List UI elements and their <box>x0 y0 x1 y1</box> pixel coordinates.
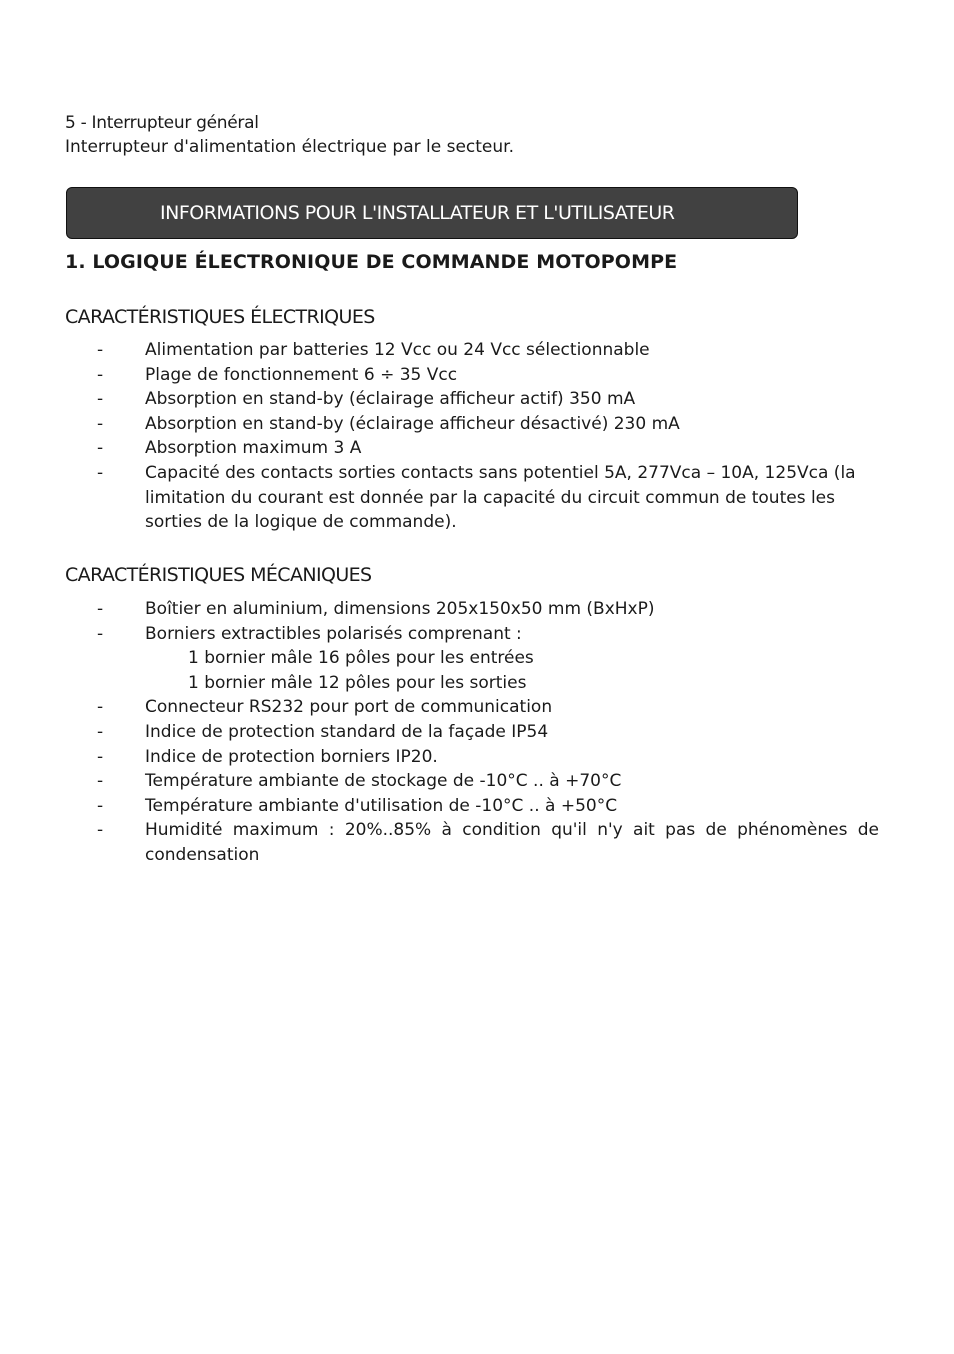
list-item: - Absorption en stand-by (éclairage afficheur désactivé) 230 mA <box>0 412 954 437</box>
list-sub-item: 1 bornier mâle 12 pôles pour les sorties <box>188 672 527 693</box>
list-item: - Connecteur RS232 pour port de communication <box>0 695 954 720</box>
bullet-dash: - <box>97 820 104 841</box>
general-switch-title: 5 - Interrupteur général <box>65 113 259 133</box>
list-item: - Alimentation par batteries 12 Vcc ou 24 Vcc sélectionnable <box>0 338 954 363</box>
general-switch-description: Interrupteur d'alimentation électrique par le secteur. <box>65 137 514 157</box>
bullet-dash: - <box>97 623 104 644</box>
list-sub-item: 1 bornier mâle 16 pôles pour les entrées <box>188 648 534 669</box>
bullet-dash: - <box>97 771 104 792</box>
list-item: - Borniers extractibles polarisés comprenant : <box>0 622 954 647</box>
bullet-dash: - <box>97 697 104 718</box>
list-item: - Indice de protection borniers IP20. <box>0 745 954 770</box>
bullet-dash: - <box>97 413 104 434</box>
bullet-dash: - <box>97 795 104 816</box>
mechanical-characteristics-title: CARACTÉRISTIQUES MÉCANIQUES <box>65 564 372 586</box>
mechanical-characteristics-list <box>0 597 954 868</box>
electrical-characteristics-title: CARACTÉRISTIQUES ÉLECTRIQUES <box>65 306 375 328</box>
list-item: - Plage de fonctionnement 6 ÷ 35 Vcc <box>0 363 954 388</box>
bullet-dash: - <box>97 746 104 767</box>
bullet-dash: - <box>97 462 104 483</box>
list-item: - Absorption en stand-by (éclairage afficheur actif) 350 mA <box>0 387 954 412</box>
bullet-dash: - <box>97 438 104 459</box>
list-item: - Température ambiante d'utilisation de -10°C .. à +50°C <box>0 794 954 819</box>
info-banner: INFORMATIONS POUR L'INSTALLATEUR ET L'UTILISATEUR <box>66 187 798 239</box>
bullet-dash: - <box>97 389 104 410</box>
list-item: - Indice de protection standard de la façade IP54 <box>0 720 954 745</box>
section-title: 1. LOGIQUE ÉLECTRONIQUE DE COMMANDE MOTOPOMPE <box>65 251 678 273</box>
bullet-dash: - <box>97 364 104 385</box>
list-item: - Boîtier en aluminium, dimensions 205x150x50 mm (BxHxP) <box>0 597 954 622</box>
list-item: - Humidité maximum : 20%..85% à condition qu'il n'y ait pas de phénomènes de condensation <box>97 820 879 865</box>
bullet-dash: - <box>97 721 104 742</box>
list-item: - Absorption maximum 3 A <box>0 436 954 461</box>
bullet-dash: - <box>97 340 104 360</box>
electrical-characteristics-list <box>0 338 954 535</box>
list-item: - Capacité des contacts sorties contacts sans potentiel 5A, 277Vca – 10A, 125Vca (la limitation du courant est donnée par la capacité du circuit commun de toutes les sorties de la logique de commande). <box>97 462 856 533</box>
list-item: - Température ambiante de stockage de -10°C .. à +70°C <box>0 769 954 794</box>
bullet-dash: - <box>97 599 104 619</box>
